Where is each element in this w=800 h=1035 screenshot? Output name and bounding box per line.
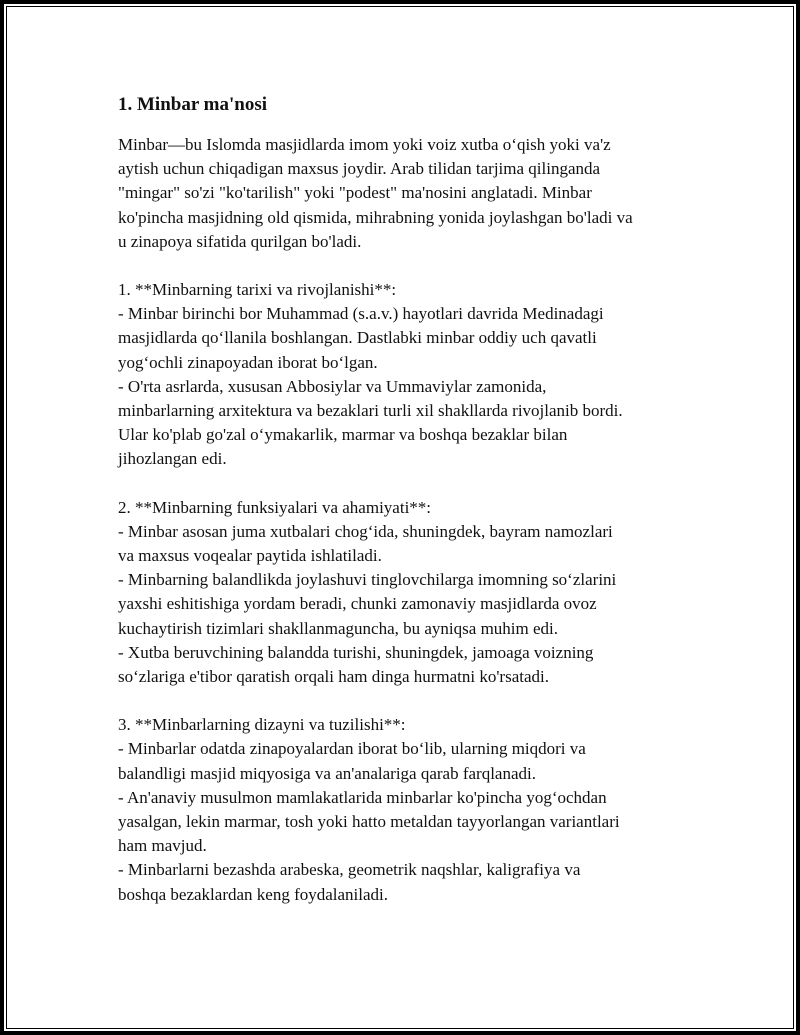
document-heading: 1. Minbar ma'nosi [118,94,268,115]
section-design: 3. **Minbarlarning dizayni va tuzilishi**: - Minbarlar odatda zinapoyalardan iborat bo‘lib, ularning miqdori va balandligi masjid miqyosiga va an'analariga qarab farqlanadi. - An'anaviy musulmon mamlakatlarida minbarlar ko'pincha yog‘ochdan yasalgan, lekin marmar, tosh yoki hatto metaldan tayyorlangan variantlari ham mavjud. - Minbarlarni bezashda arabeska, geometrik naqshlar, kaligrafiya va boshqa bezaklardan keng foydalaniladi. [118,715,620,904]
section-functions: 2. **Minbarning funksiyalari va ahamiyati**: - Minbar asosan juma xutbalari chog‘ida, shuningdek, bayram namozlari va maxsus voqealar paytida ishlatiladi. - Minbarning balandlikda joylashuvi tinglovchilarga imomning so‘zlarini yaxshi eshitishiga yordam beradi, chunki zamonaviy masjidlarda ovoz kuchaytirish tizimlari shakllanmaguncha, bu ayniqsa muhim edi. - Xutba beruvchining balandda turishi, shuningdek, jamoaga voizning so‘zlariga e'tibor qaratish orqali ham dinga hurmatni ko'rsatadi. [118,497,617,687]
paragraph-gap [118,472,698,496]
paragraph-gap [118,689,698,713]
document-body [118,93,698,907]
intro-paragraph: Minbar—bu Islomda masjidlarda imom yoki voiz xutba o‘qish yoki va'z aytish uchun chiqadigan maxsus joydir. Arab tilidan tarjima qilinganda "mingar" so'zi "ko'tarilish" yoki "podest" ma'nosini anglatadi. Minbar ko'pincha masjidning old qismida, mihrabning yonida joylashgan bo'ladi va u zinapoya sifatida qurilgan bo'ladi. [118,135,633,251]
paragraph-gap [118,254,698,278]
section-history: 1. **Minbarning tarixi va rivojlanishi**: - Minbar birinchi bor Muhammad (s.a.v.) hayotlari davrida Medinadagi masjidlarda qo‘llanila boshlangan. Dastlabki minbar oddiy uch qavatli yog‘ochli zinapoyadan iborat bo‘lgan. - O'rta asrlarda, xususan Abbosiylar va Ummaviylar zamonida, minbarlarning arxitektura va bezaklari turli xil shakllarda rivojlanib bordi. Ular ko'plab go'zal o‘ymakarlik, marmar va boshqa bezaklar bilan jihozlangan edi. [118,280,623,469]
